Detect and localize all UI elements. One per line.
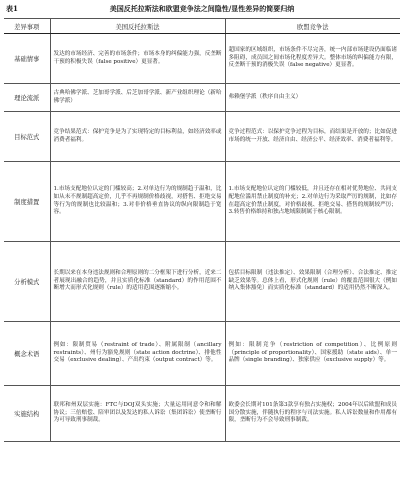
- table-number: 表1: [6, 4, 18, 13]
- row-us-cell: 发达的市场经济、完善的市场条件；市场本身的纠偏能力强，反垄断干预的积极失误（false positive）更显著。: [50, 34, 225, 84]
- table-row: [4, 242, 400, 322]
- row-dimension: 目标范式: [4, 112, 50, 162]
- table-caption: [4, 3, 400, 15]
- row-us-cell: 例如：限制贸易（restraint of trade）、附属限制（ancillary restraints）、州行为豁免规则（state action doctrine）、排他性交易（exclusive dealing）、产出约束（output contract）等。: [50, 322, 225, 386]
- row-dimension: 理论流派: [4, 84, 50, 112]
- comparison-table: [4, 18, 400, 442]
- header-us: 美国反托拉斯法: [50, 19, 225, 34]
- table-row: [4, 34, 400, 84]
- row-dimension: 实施结构: [4, 386, 50, 442]
- row-dimension: 分析模式: [4, 242, 50, 322]
- row-eu-cell: 竞争过程范式：以保护竞争过程为目标，而结果是开放的；比如促进市场的统一开放、经济自由、经济公平、经济效率、消费者福利等。: [225, 112, 400, 162]
- header-eu: 欧盟竞争法: [225, 19, 400, 34]
- row-dimension: 基础情事: [4, 34, 50, 84]
- table-row: [4, 322, 400, 386]
- header-dimension: 差异事项: [4, 19, 50, 34]
- table-row: [4, 84, 400, 112]
- row-eu-cell: 包括目标限制（违法推定）、效果限制（合理分析）、合法推定、推定缺乏效果等。总体上看，形式化规则（rule）的覆盖范围很大（例如纳入集体豁免）而实质化标准（standard）的适用仍然不断深入。: [225, 242, 400, 322]
- row-us-cell: 竞争结果范式：保护竞争是为了实现特定的目标利益，如经济效率或消费者福利。: [50, 112, 225, 162]
- row-us-cell: 联邦和州双层实施：FTC与DOJ双头实施；大量运用同意令和和解协议；三倍赔偿、陪审团以及发达的私人诉讼（集团诉讼）使垄断行为可导致刑事制裁。: [50, 386, 225, 442]
- row-eu-cell: 弗赖堡学派（秩序自由主义）: [225, 84, 400, 112]
- row-eu-cell: 超国家的区域组织，市场条件不尽完善，统一内部市场建设仍面临诸多阻碍，成员国之间市场化程度差异大。整体市场的纠偏能力有限，反垄断干预的消极失误（false negative）更显著。: [225, 34, 400, 84]
- row-us-cell: 1.市场支配地位认定的门槛较高；2.对单边行为的规制趋于温和，比如从未不规制超高定价，几乎不再规制价格歧视，对搭售、拒绝交易等行为的规制也比较温和；3.对非价格垂直协议的纵向限制趋于宽容。: [50, 162, 225, 242]
- table-row: [4, 386, 400, 442]
- table-row: [4, 162, 400, 242]
- row-dimension: 概念术语: [4, 322, 50, 386]
- row-us-cell: 长期以来在本身违法规则和合理原则的二分框架下进行分析，近来二者展现出融合的趋势，并且实质化标准（standard）的作用范围不断增大而形式化规则（rule）的适用范围逐渐缩小。: [50, 242, 225, 322]
- row-eu-cell: 例如：限制竞争（restriction of competition）、比例原则（principle of proportionality）、国家援助（state aids）、单一品牌（single branding）、独家供应（exclusive supply）等。: [225, 322, 400, 386]
- row-dimension: 制度措置: [4, 162, 50, 242]
- row-eu-cell: 欧委会长期对101条第3款享有独占实施权；2004年以后欧盟和成员国分散实施，伴随执行的程序与司法实施。私人诉讼数量和作用都有限，垄断行为不会导致刑事制裁。: [225, 386, 400, 442]
- row-us-cell: 古典哈佛学派、芝加哥学派、后芝加哥学派、新产业组织理论（新哈佛学派）: [50, 84, 225, 112]
- table-row: [4, 112, 400, 162]
- row-eu-cell: 1.市场支配地位认定的门槛较低，并且还存在相对优势地位、共同支配地位滥用禁止制度的补充；2.对单边行为采取严厉的规制，比如存在超高定价禁止制度，对价格歧视、拒绝交易、搭售的规制较严厉；3.转售价格维持和独占地域限制属于核心限制。: [225, 162, 400, 242]
- table-header-row: [4, 19, 400, 34]
- table-title: 美国反托拉斯法和欧盟竞争法之间隐性/显性差异的简要归纳: [109, 4, 295, 13]
